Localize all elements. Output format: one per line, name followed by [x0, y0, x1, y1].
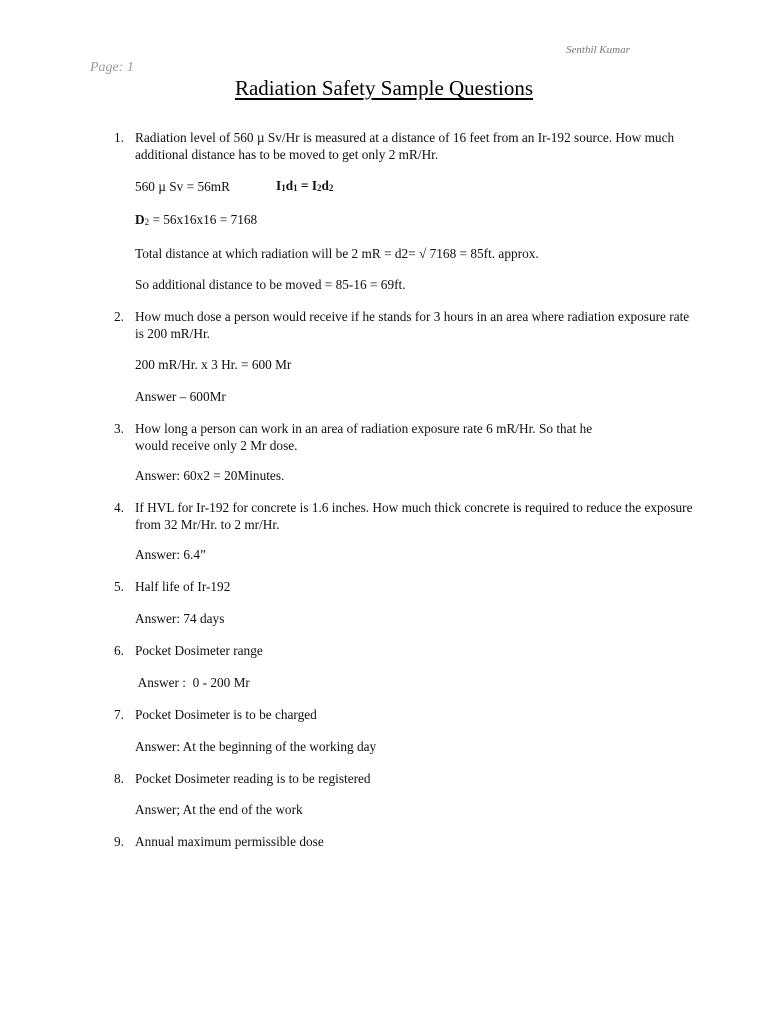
question-text: Pocket Dosimeter range — [135, 643, 263, 658]
calc-d-symbol: D — [135, 212, 145, 227]
formula-d1: d — [285, 178, 294, 193]
question-text: Half life of Ir-192 — [135, 579, 231, 594]
formula-i2: I — [311, 178, 318, 193]
question-text: Pocket Dosimeter is to be charged — [135, 707, 317, 722]
question-number: 2. — [114, 309, 124, 324]
question-number: 7. — [114, 707, 124, 722]
q1-conversion: 560 µ Sv = 56mR — [135, 179, 230, 194]
formula-sub-2a: 2 — [317, 183, 322, 193]
question-number: 3. — [114, 421, 124, 436]
question-text: How long a person can work in an area of radiation exposure rate 6 mR/Hr. So that he would receive only 2 Mr dose. — [135, 421, 593, 453]
question-text: Pocket Dosimeter reading is to be registered — [135, 771, 371, 786]
question-number: 5. — [114, 579, 124, 594]
question-text: If HVL for Ir-192 for concrete is 1.6 inches. How much thick concrete is required to reduce the exposure from 32 Mr/Hr. to 2 mr/Hr. — [135, 500, 693, 532]
calc-d-subscript: 2 — [144, 217, 150, 227]
question-number: 9. — [114, 834, 124, 849]
q4-answer: Answer: 6.4” — [135, 547, 206, 562]
q6-answer: Answer : 0 - 200 Mr — [135, 675, 250, 690]
calc-value: = 56x16x16 = 7168 — [152, 212, 258, 227]
question-text: Annual maximum permissible dose — [135, 834, 324, 849]
formula-equals: = — [297, 178, 312, 193]
q1-calculation — [135, 211, 257, 230]
q1-total-distance: Total distance at which radiation will be 2 mR = d2= √ 7168 = 85ft. approx. — [135, 246, 539, 261]
q7-answer: Answer: At the beginning of the working day — [135, 739, 377, 754]
question-number: 8. — [114, 771, 124, 786]
formula-sub-1a: 1 — [281, 183, 286, 193]
q8-answer: Answer; At the end of the work — [135, 802, 303, 817]
page-number: Page: 1 — [90, 60, 134, 75]
inverse-square-formula — [276, 178, 333, 194]
formula-i1: I — [276, 178, 282, 193]
q5-answer: Answer: 74 days — [135, 611, 225, 626]
formula-sub-2b: 2 — [328, 183, 334, 193]
q3-answer: Answer: 60x2 = 20Minutes. — [135, 468, 285, 483]
author-name: Senthil Kumar — [566, 44, 630, 56]
q1-additional-distance: So additional distance to be moved = 85-16 = 69ft. — [135, 277, 406, 292]
question-text: Radiation level of 560 µ Sv/Hr is measured at a distance of 16 feet from an Ir-192 source. How much additional distance has to be moved to get only 2 mR/Hr. — [135, 130, 675, 162]
question-text: How much dose a person would receive if he stands for 3 hours in an area where radiation exposure rate is 200 mR/Hr. — [135, 309, 690, 341]
formula-d2: d — [321, 178, 329, 193]
q2-answer: Answer – 600Mr — [135, 389, 226, 404]
formula-sub-1b: 1 — [293, 183, 298, 193]
question-number: 1. — [114, 130, 124, 145]
question-number: 4. — [114, 500, 124, 515]
question-number: 6. — [114, 643, 124, 658]
q2-calculation: 200 mR/Hr. x 3 Hr. = 600 Mr — [135, 357, 292, 372]
page-title: Radiation Safety Sample Questions — [234, 76, 534, 100]
